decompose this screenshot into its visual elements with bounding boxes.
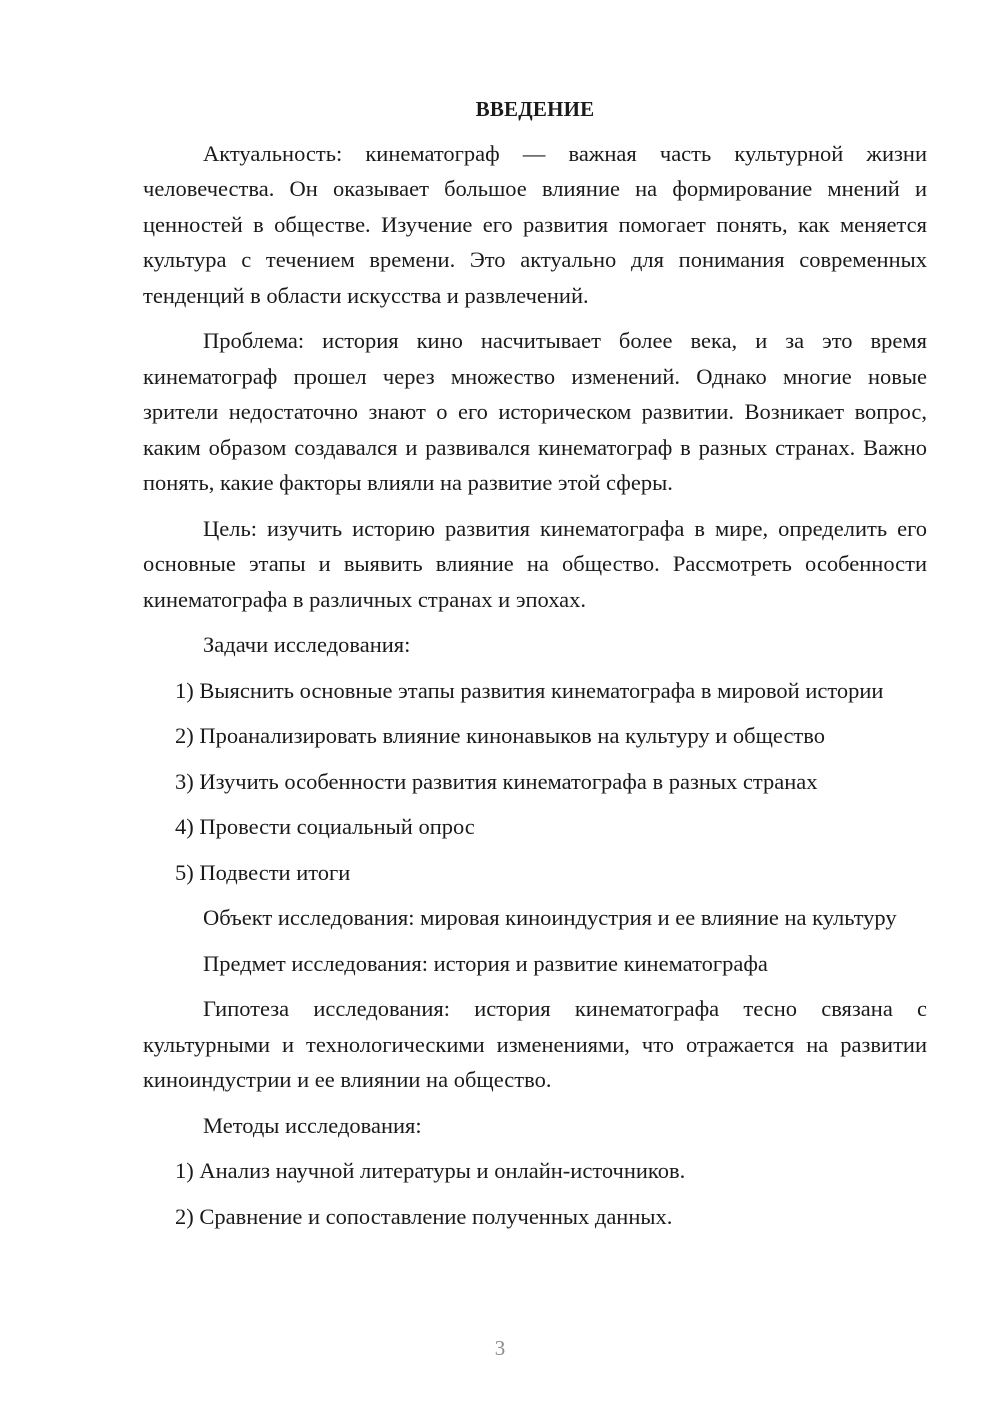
method-item: 2) Сравнение и сопоставление полученных данных. <box>175 1203 673 1229</box>
page-title: ВВЕДЕНИЕ <box>475 97 595 121</box>
subject-paragraph: Предмет исследования: история и развитие кинематографа <box>203 950 768 976</box>
task-item: 1) Выяснить основные этапы развития кинематографа в мировой истории <box>175 677 884 703</box>
methods-heading: Методы исследования: <box>203 1112 422 1138</box>
task-item: 2) Проанализировать влияние кинонавыков на культуру и общество <box>175 723 825 748</box>
method-item: 1) Анализ научной литературы и онлайн-источников. <box>175 1158 686 1183</box>
document-page <box>143 92 927 1244</box>
hypothesis-paragraph: Гипотеза исследования: история кинематографа тесно связана с культурными и технологическими изменениями, что отражается на развитии киноиндустрии и ее влиянии на общество. <box>143 996 927 1092</box>
page-number: 3 <box>494 1336 506 1360</box>
task-item: 5) Подвести итоги <box>175 859 351 885</box>
object-paragraph: Объект исследования: мировая киноиндустрия и ее влияние на культуру <box>203 905 897 930</box>
goal-paragraph: Цель: изучить историю развития кинематографа в мире, определить его основные этапы и выявить влияние на общество. Рассмотреть особенности кинематографа в различных странах и эпохах. <box>143 515 927 612</box>
task-item: 4) Провести социальный опрос <box>175 814 475 839</box>
task-item: 3) Изучить особенности развития кинематографа в разных странах <box>175 768 818 794</box>
tasks-heading: Задачи исследования: <box>203 632 411 657</box>
relevance-paragraph: Актуальность: кинематограф — важная часть культурной жизни человечества. Он оказывает большое влияние на формирование мнений и ценностей в обществе. Изучение его развития помогает понять, как меняется культура с течением времени. Это актуально для понимания современных тенденций в области искусства и развлечений. <box>143 140 927 308</box>
problem-paragraph: Проблема: история кино насчитывает более века, и за это время кинематограф прошел через множество изменений. Однако многие новые зрители недостаточно знают о его историческом развитии. Возникает вопрос, каким образом создавался и развивался кинематограф в разных странах. Важно понять, какие факторы влияли на развитие этой сферы. <box>143 328 927 495</box>
